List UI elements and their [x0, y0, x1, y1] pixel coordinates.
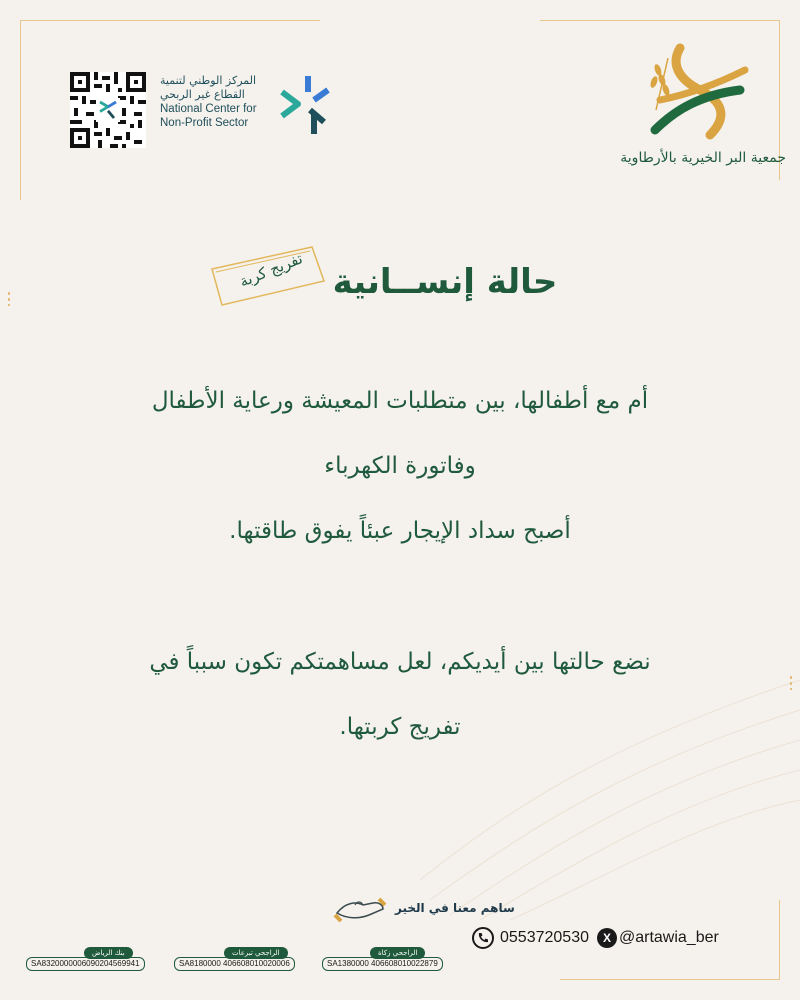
body-line-4: نضع حالتها بين أيديكم، لعل مساهمتكم تكون سبباً في [149, 649, 651, 675]
bank-riyad [26, 947, 174, 969]
ncnp-arabic-line1: المركز الوطني لتنمية [160, 74, 257, 87]
org-name: جمعية البر الخيرية بالأرطاوية [620, 150, 786, 166]
phone-number[interactable]: 0553720530 [500, 929, 589, 946]
bank-label: بنك الرياض [84, 947, 133, 959]
dotted-ornament-left [8, 292, 10, 306]
x-icon: X [597, 928, 617, 948]
tagline-block [325, 893, 515, 925]
frame-line-left [20, 20, 21, 200]
body-line-5: تفريج كربتها. [339, 714, 461, 740]
ncnp-english-line2: Non-Profit Sector [160, 117, 249, 129]
frame-line-top [20, 20, 320, 21]
body-line-2: وفاتورة الكهرباء [324, 453, 476, 479]
contact-row [472, 925, 719, 951]
bank-label: الراجحي تبرعات [224, 947, 288, 959]
ncnp-mark-icon [278, 74, 334, 140]
ncnp-text [160, 74, 270, 130]
ncnp-arabic-line2: القطاع غير الربحي [160, 88, 245, 101]
ncnp-logo [160, 74, 335, 154]
ncnp-english-line1: National Center for [160, 103, 257, 115]
stamp-text: تفريج كربة [236, 249, 306, 291]
body-line-1: أم مع أطفالها، بين متطلبات المعيشة ورعاية الأطفال [151, 388, 649, 414]
page-title: حالة إنســانية [332, 262, 558, 302]
frame-line-bottom [560, 979, 780, 980]
phone-icon [472, 927, 494, 949]
bank-rajhi-donations [174, 947, 322, 969]
bank-iban[interactable]: SA8320000006090204569941 [26, 957, 145, 971]
bank-iban[interactable]: SA1380000 406608010022879 [322, 957, 443, 971]
bank-label: الراجحي زكاة [370, 947, 425, 959]
org-logo [640, 40, 750, 140]
qr-code[interactable] [70, 72, 146, 148]
body-line-3: أصبح سداد الإيجار عبئاً يفوق طاقتها. [229, 518, 571, 544]
bank-rajhi-zakat [322, 947, 470, 969]
frame-line-top-right [540, 20, 780, 21]
hands-icon [333, 893, 387, 923]
x-handle[interactable]: @artawia_ber [618, 929, 719, 946]
tagline: ساهم معنا في الخير [395, 901, 515, 915]
stamp-badge [208, 245, 326, 307]
bank-iban[interactable]: SA8180000 406608010020006 [174, 957, 295, 971]
